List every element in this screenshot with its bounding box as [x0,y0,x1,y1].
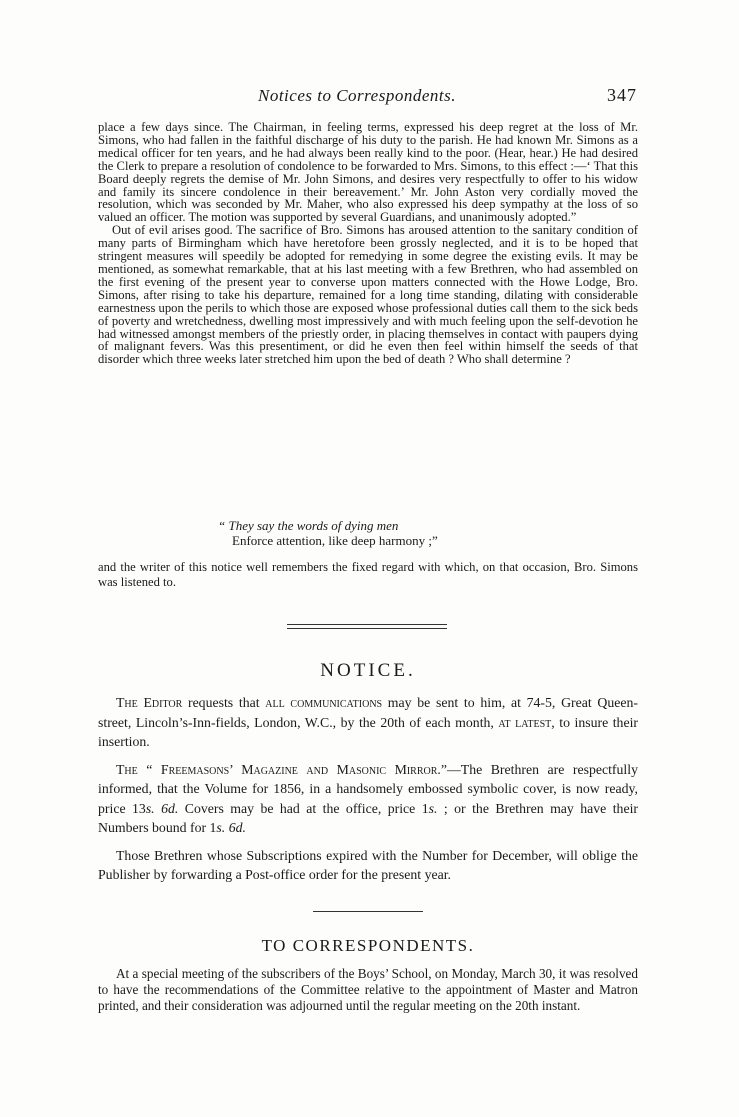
article-body [98,121,638,366]
magazine-title: “ Freemasons’ Magazine and Masonic Mirror.” [137,761,447,777]
divider-rule-2 [287,628,447,629]
page-number: 347 [607,85,637,105]
running-title: Notices to Correspondents. [258,86,456,105]
notice-editor-label: The Editor [116,695,183,710]
correspondents-paragraph-1: At a special meeting of the subscribers of the Boys’ School, on Monday, March 30, it was resolved to have the recommendations of the Committee relative to the appointment of Master and Matron printed, and their consideration was adjourned until the regular meeting on the 20th instant. [98,966,638,1013]
correspondents-heading: TO CORRESPONDENTS. [261,936,475,955]
page-header [96,86,641,110]
article-paragraph-3: and the writer of this notice well remembers the fixed regard with which, on that occasion, Bro. Simons was listened to. [98,560,638,589]
notice-body [98,693,638,893]
notice-paragraph-1: The Editor requests that all communications may be sent to him, at 74-5, Great Queen-street, Lincoln’s-Inn-fields, London, W.C., by the 20th of each month, at latest, to insure their insertion. [98,695,639,749]
article-paragraph-2: Out of evil arises good. The sacrifice of Bro. Simons has aroused attention to the sanitary condition of many parts of Birmingham which have heretofore been grossly neglected, and it is to be hoped that stringent measures will speedily be adopted for remedying in some degree the existing evils. It may be mentioned, as somewhat remarkable, that at his last meeting with a few Brethren, who had assembled on the first evening of the present year to converse upon matters connected with the Howe Lodge, Bro. Simons, after rising to take his departure, remained for a long time standing, dilating with considerable earnestness upon the perils to which those are exposed whose professional duties call them to the sick beds of poverty and wretchedness, dwelling most impressively and with much feeling upon the self-devotion he had witnessed amongst members of the priestly order, in placing themselves in contact with paupers dying of malignant fevers. Was this presentiment, or did he even then feel within himself the seeds of that disorder which three weeks later stretched him upon the bed of death ? Who shall determine ? [98,223,638,367]
article-paragraph-1: place a few days since. The Chairman, in feeling terms, expressed his deep regret at the loss of Mr. Simons, who had fallen in the faithful discharge of his duty to the parish. He had known Mr. Simons as a medical officer for ten years, and he had always been really kind to the poor. (Hear, hear.) He had desired the Clerk to prepare a resolution of condolence to be forwarded to Mrs. Simons, to this effect :—‘ That this Board deeply regrets the demise of Mr. John Simons, and desires very respectfully to offer to his widow and family its sincere condolence in their bereavement.’ Mr. John Aston very cordially moved the resolution, which was seconded by Mr. Maher, who also expressed his deep sympathy at the loss of so valued an officer. The motion was supported by several Guardians, and unanimously adopted.” [98,120,638,225]
divider-rule-1 [287,624,447,625]
notice-heading: NOTICE. [320,660,416,681]
notice-paragraph-2: The “ Freemasons’ Magazine and Masonic Mirror.”—The Brethren are respectfully informed, that the Volume for 1856, in a handsomely embossed symbolic cover, is now ready, price 13s. 6d. Covers may be had at the office, price 1s. ; or the Brethren may have their Numbers bound for 1s. 6d. [98,761,639,835]
verse-line-1: “ They say the words of dying men [218,518,399,533]
verse-line-2: Enforce attention, like deep harmony ;” [232,533,438,548]
correspondents-body [98,966,638,1013]
verse-quotation [218,518,438,548]
article-closing [98,560,638,590]
notice-paragraph-3: Those Brethren whose Subscriptions expired with the Number for December, will oblige the Publisher by forwarding a Post-office order for the present year. [98,847,638,882]
divider-rule-3 [313,911,423,912]
